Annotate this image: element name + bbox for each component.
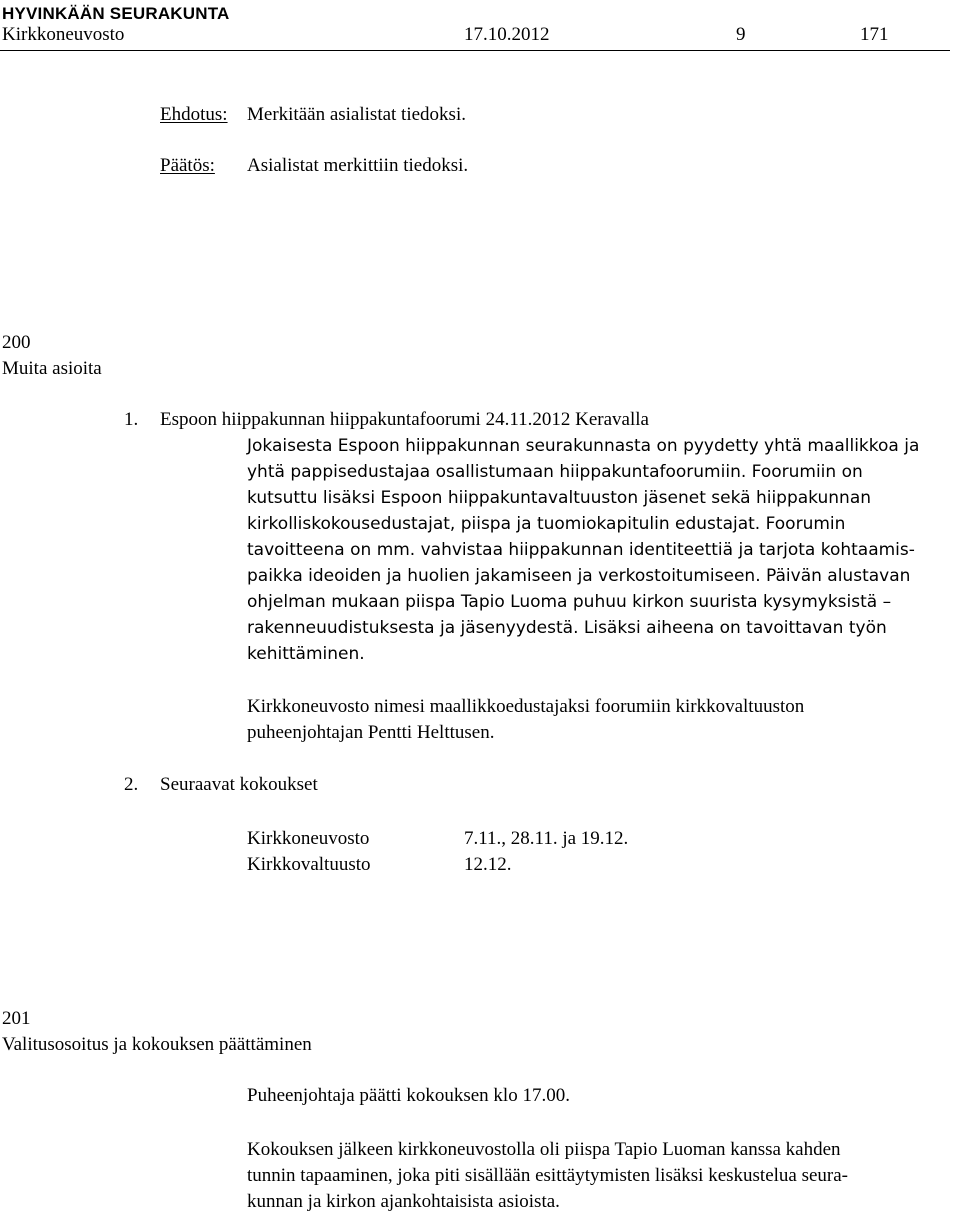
body-line: yhtä pappisedustajaa osallistumaan hiippakuntafoorumiin. Foorumiin on [247,462,863,482]
body-line: tavoitteena on mm. vahvistaa hiippakunnan identiteettiä ja tarjota kohtaamis- [247,540,915,560]
organization-name: HYVINKÄÄN SEURAKUNTA [2,4,230,23]
item-1-decision [247,694,804,746]
note-line: tunnin tapaaminen, joka piti sisällään esittäytymisten lisäksi keskustelua seura- [247,1165,849,1186]
section-200-number: 200 [2,332,31,353]
meeting-note [247,1137,848,1215]
closing-paragraph: Puheenjohtaja päätti kokouksen klo 17.00. [247,1085,570,1106]
body-line: kutsuttu lisäksi Espoon hiippakuntavaltuuston jäsenet sekä hiippakunnan [247,488,872,508]
note-line: kunnan ja kirkon ajankohtaisista asioista. [247,1191,560,1212]
body-line: rakenneuudistuksesta ja jäsenyydestä. Lisäksi aiheena on tavoittavan työn [247,618,887,638]
meeting-body: Kirkkoneuvosto [247,828,370,849]
item-2-title: Seuraavat kokoukset [160,774,318,795]
item-1-title: Espoon hiippakunnan hiippakuntafoorumi 24.11.2012 Keravalla [160,409,649,430]
meeting-dates: 12.12. [464,854,512,875]
header-body: Kirkkoneuvosto [2,24,125,45]
item-1-number: 1. [124,409,139,430]
item-1-body [247,433,919,667]
header-date: 17.10.2012 [464,24,550,45]
body-line: paikka ideoiden ja huolien jakamiseen ja verkostoitumiseen. Päivän alustavan [247,566,911,586]
body-line: Jokaisesta Espoon hiippakunnan seurakunnasta on pyydetty yhtä maallikkoa ja [247,436,920,456]
proposal-label: Ehdotus: [160,104,228,125]
body-line: ohjelman mukaan piispa Tapio Luoma puhuu kirkon suurista kysymyksistä – [247,592,892,612]
proposal-text: Merkitään asialistat tiedoksi. [247,104,466,125]
header-item-number: 9 [736,24,746,45]
meeting-body: Kirkkovaltuusto [247,854,371,875]
decision-text: Asialistat merkittiin tiedoksi. [247,155,469,176]
body-line: kehittäminen. [247,644,365,664]
header-divider [0,50,950,51]
body-line: kirkolliskokousedustajat, piispa ja tuomiokapitulin edustajat. Foorumin [247,514,846,534]
header-page-number: 171 [860,24,889,45]
decision-label: Päätös: [160,155,215,176]
section-201-number: 201 [2,1008,31,1029]
meeting-dates: 7.11., 28.11. ja 19.12. [464,828,629,849]
decision-line: Kirkkoneuvosto nimesi maallikkoedustajaksi foorumiin kirkkovaltuuston [247,696,805,717]
note-line: Kokouksen jälkeen kirkkoneuvostolla oli piispa Tapio Luoman kanssa kahden [247,1139,841,1160]
section-201-title: Valitusosoitus ja kokouksen päättäminen [2,1034,312,1055]
section-200-title: Muita asioita [2,358,102,379]
item-2-number: 2. [124,774,139,795]
decision-line: puheenjohtajan Pentti Helttusen. [247,722,495,743]
